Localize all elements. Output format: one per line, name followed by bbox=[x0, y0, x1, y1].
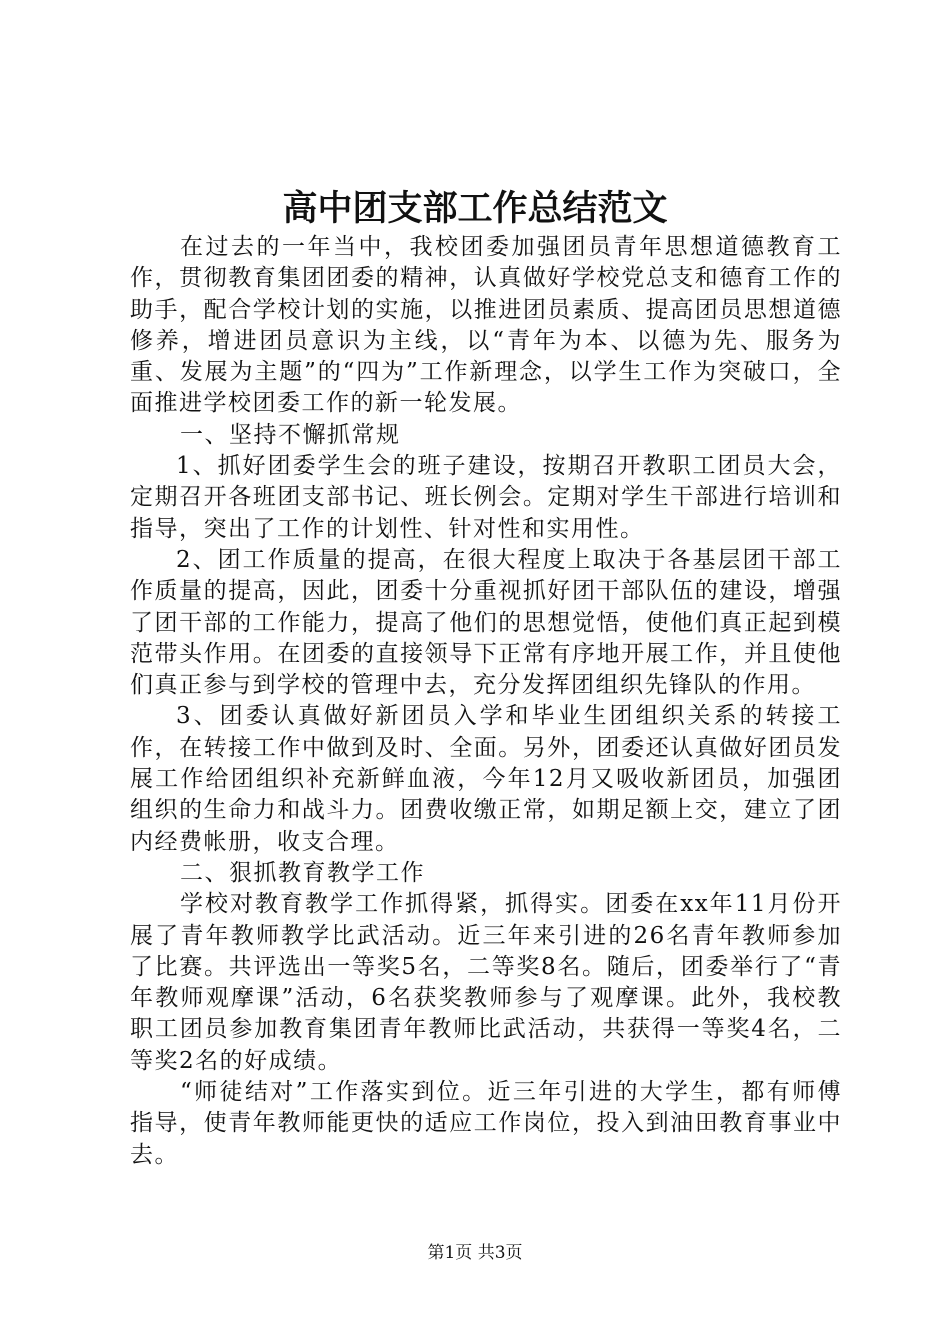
page-footer: 第1页 共3页 bbox=[427, 1243, 523, 1263]
section-heading-2: 二、狠抓教育教学工作 bbox=[180, 859, 425, 886]
section-heading-1: 一、坚持不懈抓常规 bbox=[180, 421, 401, 448]
teaching-paragraph: 学校对教育教学工作抓得紧，抓得实。团委在xx年11月份开展了青年教师教学比武活动。近三年来引进的26名青年教师参加了比赛。共评选出一等奖5名，二等奖8名。随后，团委举行了“青年教师观摩课”活动，6名获奖教师参与了观摩课。此外，我校教职工团员参加教育集团青年教师比武活动，共获得一等奖4名，二等奖2名的好成绩。 bbox=[130, 891, 842, 1074]
intro-paragraph: 在过去的一年当中，我校团委加强团员青年思想道德教育工作，贯彻教育集团团委的精神，认真做好学校党总支和德育工作的助手，配合学校计划的实施，以推进团员素质、提高团员思想道德修养，增进团员意识为主线，以“青年为本、以德为先、服务为重、发展为主题”的“四为”工作新理念，以学生工作为突破口，全面推进学校团委工作的新一轮发展。 bbox=[130, 234, 842, 417]
mentoring-paragraph: “师徒结对”工作落实到位。近三年引进的大学生，都有师傅指导，使青年教师能更快的适应工作岗位，投入到油田教育事业中去。 bbox=[130, 1079, 842, 1168]
document-title: 高中团支部工作总结范文 bbox=[282, 188, 668, 229]
item-paragraph-2: 2、团工作质量的提高，在很大程度上取决于各基层团干部工作质量的提高，因此，团委十分重视抓好团干部队伍的建设，增强了团干部的工作能力，提高了他们的思想觉悟，使他们真正起到模范带头作用。在团委的直接领导下正常有序地开展工作，并且使他们真正参与到学校的管理中去，充分发挥团组织先锋队的作用。 bbox=[130, 546, 842, 699]
item-paragraph-3: 3、团委认真做好新团员入学和毕业生团组织关系的转接工作，在转接工作中做到及时、全面。另外，团委还认真做好团员发展工作给团组织补充新鲜血液，今年12月又吸收新团员，加强团组织的生命力和战斗力。团费收缴正常，如期足额上交，建立了团内经费帐册，收支合理。 bbox=[130, 703, 842, 855]
item-paragraph-1: 1、抓好团委学生会的班子建设，按期召开教职工团员大会，定期召开各班团支部书记、班长例会。定期对学生干部进行培训和指导，突出了工作的计划性、针对性和实用性。 bbox=[130, 453, 842, 542]
document-body bbox=[130, 232, 842, 1171]
